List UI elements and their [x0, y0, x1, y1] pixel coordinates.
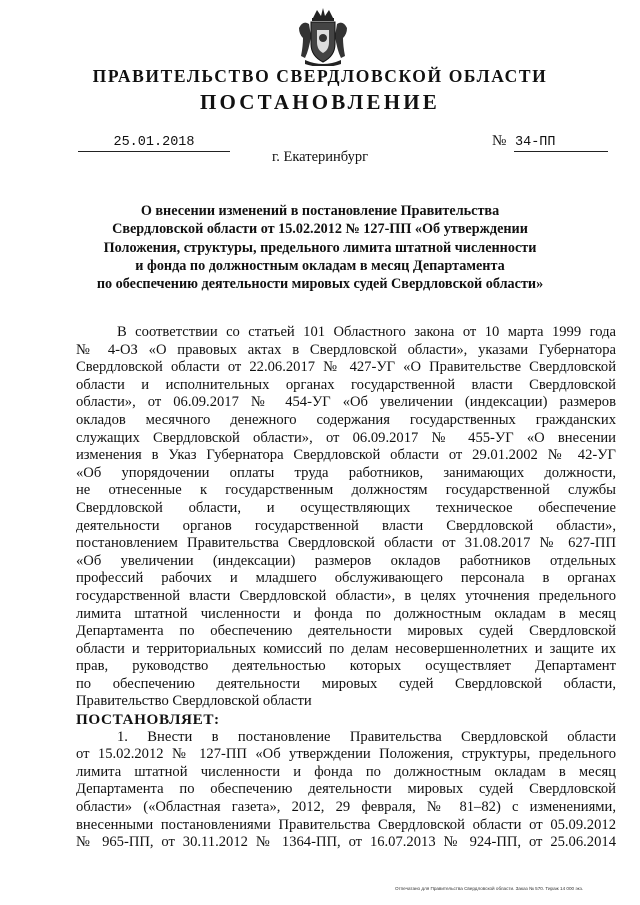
item-line: лимита штатной численности и фонда по должностным окладам в месяц: [76, 763, 616, 780]
body-line: В соответствии со статьей 101 Областного закона от 10 марта 1999 года: [117, 324, 616, 340]
body-line: «Об упорядочении оплаты труда работников, занимающих должности,: [76, 464, 616, 481]
document-body: [76, 324, 616, 852]
body-line: профессий рабочих и младшего обслуживающего персонала в органах: [76, 570, 616, 587]
title-line: О внесении изменений в постановление Правительства: [140, 203, 500, 219]
body-line: области и исполнительных органах государственной власти Свердловской: [76, 376, 616, 393]
item-line: 1. Внести в постановление Правительства Свердловской области: [117, 728, 616, 745]
item-line: внесенными постановлениями Правительства Свердловской области от 05.09.2012: [76, 816, 616, 833]
body-line: прав, руководство деятельностью которых осуществляет Департамент: [76, 658, 616, 675]
body-line: изменения в Указ Губернатора Свердловской области от 29.01.2002 № 42-УГ: [76, 447, 616, 464]
body-line: постановлением Правительства Свердловской области от 31.08.2017 № 627-ПП: [76, 535, 616, 552]
title-line: по обеспечению деятельности мировых судей Свердловской области»: [96, 276, 544, 293]
document-date: 25.01.2018: [113, 135, 195, 150]
body-line: по обеспечению деятельности мировых судей Свердловской области,: [76, 675, 616, 692]
body-line: области», от 06.09.2017 № 454-УГ «Об увеличении (индексации) размеров: [76, 394, 616, 411]
city: г. Екатеринбург: [271, 149, 369, 165]
coat-of-arms-icon: [297, 6, 349, 66]
government-name: ПРАВИТЕЛЬСТВО СВЕРДЛОВСКОЙ ОБЛАСТИ: [92, 66, 548, 86]
body-line: государственной власти Свердловской области», в целях уточнения предельного: [76, 587, 616, 604]
document-number: 34-ПП: [515, 135, 556, 150]
body-line: Правительство Свердловской области: [76, 693, 312, 710]
body-line: окладов месячного денежного содержания государственных гражданских: [76, 411, 616, 428]
item-line: области» («Областная газета», 2012, 29 февраля, № 81–82) с изменениями,: [76, 799, 616, 816]
item-line: № 965-ПП, от 30.11.2012 № 1364-ПП, от 16.07.2013 № 924-ПП, от 25.06.2014: [76, 834, 616, 851]
number-sign: №: [492, 133, 507, 149]
document-type: ПОСТАНОВЛЕНИЕ: [199, 90, 441, 114]
decree-word: ПОСТАНОВЛЯЕТ:: [76, 711, 220, 729]
body-line: Свердловской области, и осуществляющих техническое обеспечение: [76, 499, 616, 516]
item-line: Департамента по обеспечению деятельности мировых судей Свердловской: [76, 781, 616, 798]
body-line: не отнесенные к государственным должностям государственной службы: [76, 482, 616, 499]
title-line: Положения, структуры, предельного лимита штатной численности: [103, 239, 537, 256]
item-line: от 15.02.2012 № 127-ПП «Об утверждении Положения, структуры, предельного: [76, 746, 616, 763]
title-line: и фонда по должностным окладам в месяц Департамента: [135, 257, 505, 274]
body-line: служащих Свердловской области», от 06.09.2017 № 455-УГ «О внесении: [76, 429, 616, 446]
title-line: Свердловской области от 15.02.2012 № 127-ПП «Об утверждении: [112, 221, 528, 238]
body-line: «Об увеличении (индексации) размеров окладов работников отдельных: [76, 552, 616, 569]
body-line: Свердловской области от 22.06.2017 № 427-УГ «О Правительстве Свердловской: [76, 359, 616, 376]
body-line: № 4-ОЗ «О правовых актах в Свердловской области», указами Губернатора: [76, 341, 616, 358]
body-line: области и территориальных комиссий по делам несовершеннолетних и защите их: [76, 640, 616, 657]
body-line: Департамента по обеспечению деятельности мировых судей Свердловской: [76, 623, 616, 640]
body-line: деятельности органов государственной власти Свердловской области»,: [76, 517, 616, 534]
body-line: лимита штатной численности и фонда по должностным окладам в месяц: [76, 605, 616, 622]
print-footnote: Отпечатано для Правительства Свердловской области. Заказ № 570. Тираж 14 000 экз.: [395, 886, 584, 891]
document-title: [80, 202, 560, 293]
